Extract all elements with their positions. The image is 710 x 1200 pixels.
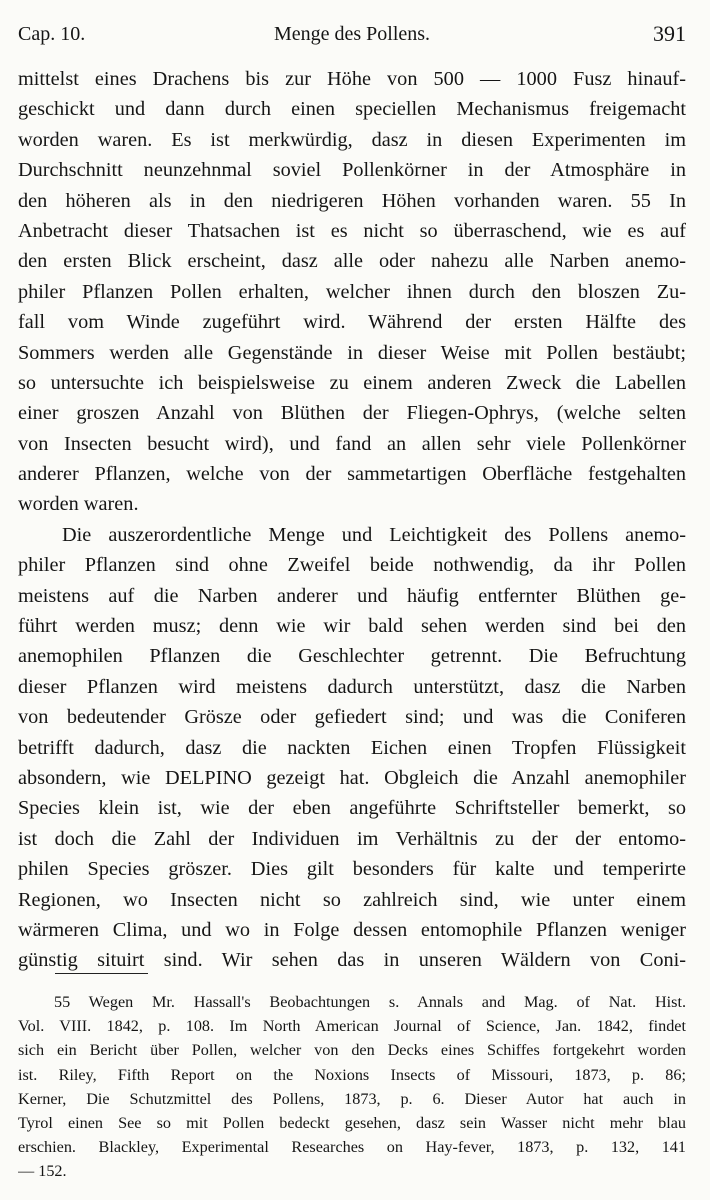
text-line: einer groszen Anzahl von Blüthen der Fliegen-Ophrys, (welche selten xyxy=(18,402,686,425)
text-line: philer Pflanzen Pollen erhalten, welcher ihnen durch den bloszen Zu- xyxy=(18,280,686,303)
text-line: meistens auf die Narben anderer und häufig entfernter Blüthen ge- xyxy=(18,584,686,607)
text-line: günstig situirt sind. Wir sehen das in unseren Wäldern von Coni- xyxy=(18,949,686,972)
text-line: anemophilen Pflanzen die Geschlechter getrennt. Die Befruchtung xyxy=(18,645,686,668)
text-line: führt werden musz; denn wie wir bald sehen werden sind bei den xyxy=(18,615,686,638)
text-line: anderer Pflanzen, welche von der sammetartigen Oberfläche festgehalten xyxy=(18,463,686,486)
text-line: wärmeren Clima, und wo in Folge dessen entomophile Pflanzen weniger xyxy=(18,918,686,941)
text-line: philen Species gröszer. Dies gilt besonders für kalte und temperirte xyxy=(18,858,686,881)
text-line: Sommers werden alle Gegenstände in dieser Weise mit Pollen bestäubt; xyxy=(18,341,686,364)
footnote-line: 55 Wegen Mr. Hassall's Beobachtungen s. Annals and Mag. of Nat. Hist. xyxy=(54,993,686,1011)
text-line: worden waren. Es ist merkwürdig, dasz in diesen Experimenten im xyxy=(18,128,686,151)
text-line: ist doch die Zahl der Individuen im Verhältnis zu der der entomo- xyxy=(18,827,686,850)
running-title: Menge des Pollens. xyxy=(273,23,431,45)
footnote xyxy=(18,990,686,1184)
footnote-line: Kerner, Die Schutzmittel des Pollens, 1873, p. 6. Dieser Autor hat auch in xyxy=(18,1089,686,1108)
footnote-line: ist. Riley, Fifth Report on the Noxions Insects of Missouri, 1873, p. 86; xyxy=(18,1065,686,1084)
text-line: mittelst eines Drachens bis zur Höhe von 500 — 1000 Fusz hinauf- xyxy=(18,68,686,90)
text-line: geschickt und dann durch einen speciellen Mechanismus freigemacht xyxy=(18,98,686,121)
text-line: den ersten Blick erscheint, dasz alle oder nahezu alle Narben anemo- xyxy=(18,250,686,273)
text-line: Regionen, wo Insecten nicht so zahlreich sind, wie unter einem xyxy=(18,888,686,911)
text-line: Anbetracht dieser Thatsachen ist es nicht so überraschend, wie es auf xyxy=(18,219,686,242)
chapter-label: Cap. 10. xyxy=(18,23,86,45)
footnote-line: — 152. xyxy=(18,1162,67,1181)
footnote-separator xyxy=(55,973,148,974)
running-header xyxy=(18,20,686,50)
main-text xyxy=(18,64,686,976)
page-number: 391 xyxy=(653,21,686,46)
text-line: Durchschnitt neunzehnmal soviel Pollenkörner in der Atmosphäre in xyxy=(18,159,686,182)
text-line: worden waren. xyxy=(18,493,139,516)
footnote-line: erschien. Blackley, Experimental Researches on Hay-fever, 1873, p. 132, 141 xyxy=(18,1138,686,1157)
text-line: von bedeutender Grösze oder gefiedert sind; und was die Coniferen xyxy=(18,706,686,729)
text-line: betrifft dadurch, dasz die nackten Eichen einen Tropfen Flüssigkeit xyxy=(18,736,686,759)
text-line: fall vom Winde zugeführt wird. Während der ersten Hälfte des xyxy=(18,311,686,334)
paragraph-start-line: Die auszerordentliche Menge und Leichtigkeit des Pollens anemo- xyxy=(62,523,686,546)
footnote-line: Vol. VIII. 1842, p. 108. Im North American Journal of Science, Jan. 1842, findet xyxy=(18,1017,686,1036)
text-line: Species klein ist, wie der eben angeführte Schriftsteller bemerkt, so xyxy=(18,797,686,820)
text-line: so untersuchte ich beispielsweise zu einem anderen Zweck die Labellen xyxy=(18,371,686,394)
text-line: absondern, wie DELPINO gezeigt hat. Obgleich die Anzahl anemophiler xyxy=(18,766,686,789)
text-line: dieser Pflanzen wird meistens dadurch unterstützt, dasz die Narben xyxy=(18,675,686,698)
text-line: den höheren als in den niedrigeren Höhen vorhanden waren. 55 In xyxy=(18,189,686,212)
text-line: von Insecten besucht wird), und fand an allen sehr viele Pollenkörner xyxy=(18,432,686,455)
text-line: philer Pflanzen sind ohne Zweifel beide nothwendig, da ihr Pollen xyxy=(18,554,686,577)
footnote-line: Tyrol einen See so mit Pollen bedeckt gesehen, dasz sein Wasser nicht mehr blau xyxy=(18,1113,686,1132)
footnote-line: sich ein Bericht über Pollen, welcher von den Decks eines Schiffes fortgekehrt worden xyxy=(18,1041,686,1060)
